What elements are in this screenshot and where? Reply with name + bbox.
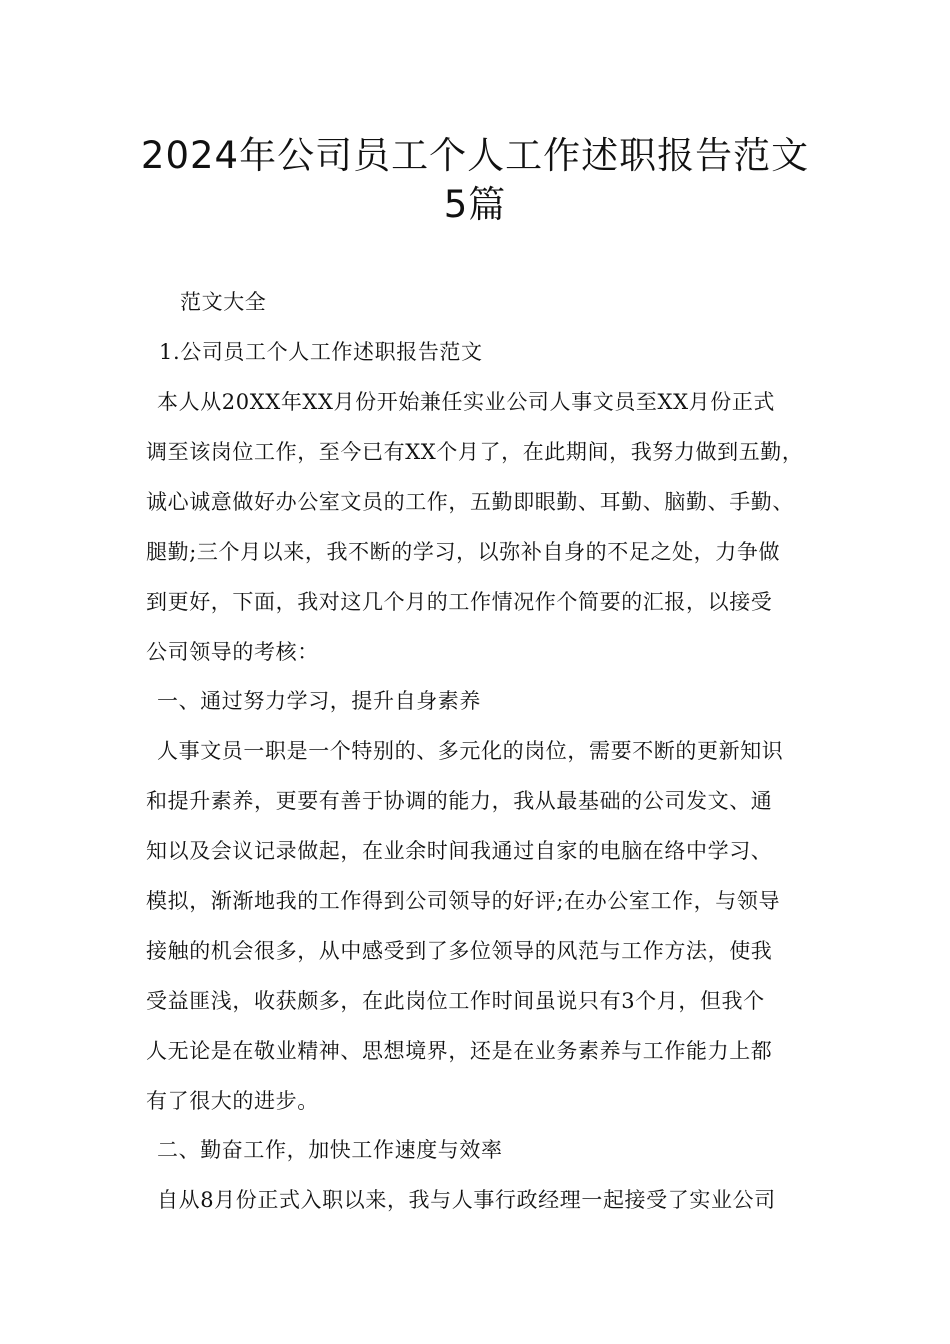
paragraph-line: 诚心诚意做好办公室文员的工作，五勤即眼勤、耳勤、脑勤、手勤、 <box>146 490 794 514</box>
paragraph-line: 到更好，下面，我对这几个月的工作情况作个简要的汇报，以接受 <box>146 590 773 614</box>
subtitle-fanwen-daquan: 范文大全 <box>180 290 267 314</box>
paragraph-line: 接触的机会很多，从中感受到了多位领导的风范与工作方法，使我 <box>146 939 773 963</box>
section-heading-1: 1.公司员工个人工作述职报告范文 <box>159 340 483 364</box>
paragraph-line: 人事文员一职是一个特别的、多元化的岗位，需要不断的更新知识 <box>157 739 784 763</box>
paragraph-line: 人无论是在敬业精神、思想境界，还是在业务素养与工作能力上都 <box>146 1039 773 1063</box>
paragraph-line: 本人从20XX年XX月份开始兼任实业公司人事文员至XX月份正式 <box>157 390 776 414</box>
paragraph-line: 自从8月份正式入职以来，我与人事行政经理一起接受了实业公司 <box>157 1188 776 1212</box>
paragraph-line: 有了很大的进步。 <box>146 1089 319 1113</box>
paragraph-line: 受益匪浅，收获颇多，在此岗位工作时间虽说只有3个月，但我个 <box>146 989 765 1013</box>
subheading-two: 二、勤奋工作，加快工作速度与效率 <box>157 1138 503 1162</box>
paragraph-line: 公司领导的考核： <box>146 640 319 664</box>
document-title-line-1: 2024年公司员工个人工作述职报告范文 <box>140 134 810 177</box>
paragraph-line: 调至该岗位工作，至今已有XX个月了，在此期间，我努力做到五勤， <box>146 440 804 464</box>
subheading-one: 一、通过努力学习，提升自身素养 <box>157 689 481 713</box>
paragraph-line: 知以及会议记录做起，在业余时间我通过自家的电脑在络中学习、 <box>146 839 773 863</box>
paragraph-line: 和提升素养，更要有善于协调的能力，我从最基础的公司发文、通 <box>146 789 773 813</box>
document-title-line-2: 5篇 <box>443 183 507 226</box>
paragraph-line: 腿勤;三个月以来，我不断的学习，以弥补自身的不足之处，力争做 <box>146 540 781 564</box>
paragraph-line: 模拟，渐渐地我的工作得到公司领导的好评;在办公室工作，与领导 <box>146 889 781 913</box>
